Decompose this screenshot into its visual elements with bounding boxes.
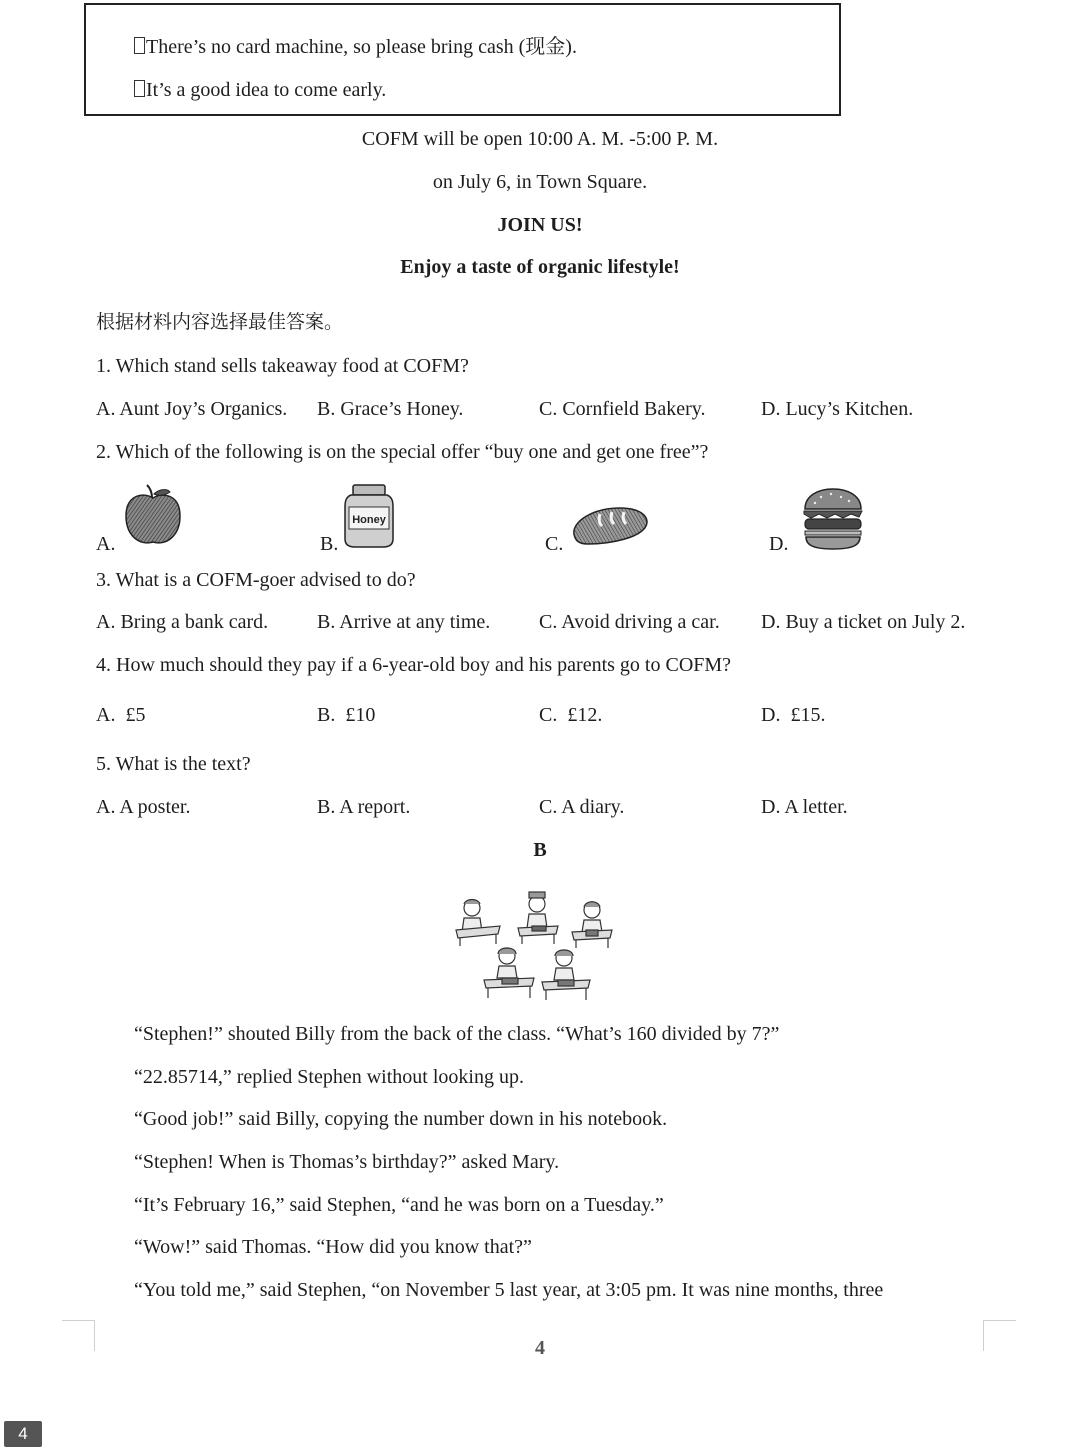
question-1-option-a[interactable]: A. Aunt Joy’s Organics. (96, 398, 288, 420)
question-5-option-a[interactable]: A. A poster. (96, 796, 191, 818)
question-4-stem: 4. How much should they pay if a 6-year-old boy and his parents go to COFM? (96, 654, 732, 676)
question-2-option-b[interactable]: B. (320, 533, 339, 555)
question-1-option-d[interactable]: D. Lucy’s Kitchen. (761, 398, 914, 420)
question-3-option-d[interactable]: D. Buy a ticket on July 2. (761, 611, 966, 633)
question-4-option-d[interactable]: D. £15. (761, 704, 826, 726)
question-2-stem: 2. Which of the following is on the special offer “buy one and get one free”? (96, 441, 709, 463)
passage-paragraph: “Stephen!” shouted Billy from the back of the class. “What’s 160 divided by 7?” (134, 1023, 780, 1045)
question-3-option-c[interactable]: C. Avoid driving a car. (539, 611, 720, 633)
section-b-heading: B (533, 839, 547, 861)
question-1-stem: 1. Which stand sells takeaway food at COFM? (96, 355, 469, 377)
notice-line-early: It’s a good idea to come early. (134, 79, 386, 102)
checkbox-icon (134, 80, 145, 97)
passage-paragraph: “It’s February 16,” said Stephen, “and he was born on a Tuesday.” (134, 1194, 664, 1216)
poster-slogan: Enjoy a taste of organic lifestyle! (400, 256, 680, 278)
notice-box (84, 3, 841, 116)
question-5-option-d[interactable]: D. A letter. (761, 796, 848, 818)
classroom-students-illustration (452, 888, 616, 1002)
passage-paragraph: “22.85714,” replied Stephen without looking up. (134, 1066, 524, 1088)
honey-label: Honey (352, 514, 386, 526)
question-4-option-b[interactable]: B. £10 (317, 704, 376, 726)
question-1-option-b[interactable]: B. Grace’s Honey. (317, 398, 464, 420)
passage-paragraph: “Good job!” said Billy, copying the number down in his notebook. (134, 1108, 668, 1130)
poster-date-place: on July 6, in Town Square. (432, 171, 648, 193)
question-2-option-d[interactable]: D. (769, 533, 789, 555)
question-2-option-a[interactable]: A. (96, 533, 116, 555)
apple-icon (122, 484, 184, 548)
viewer-page-badge[interactable]: 4 (4, 1421, 42, 1447)
poster-hours: COFM will be open 10:00 A. M. -5:00 P. M. (361, 128, 719, 150)
question-3-stem: 3. What is a COFM-goer advised to do? (96, 569, 416, 591)
honey-jar-icon (343, 483, 395, 549)
page-number: 4 (535, 1337, 545, 1359)
question-5-stem: 5. What is the text? (96, 753, 251, 775)
poster-join: JOIN US! (497, 214, 583, 236)
instruction-text: 根据材料内容选择最佳答案。 (96, 311, 344, 333)
bread-icon (570, 504, 650, 546)
question-3-option-b[interactable]: B. Arrive at any time. (317, 611, 491, 633)
question-1-option-c[interactable]: C. Cornfield Bakery. (539, 398, 706, 420)
passage-paragraph: “Stephen! When is Thomas’s birthday?” asked Mary. (134, 1151, 560, 1173)
question-5-option-c[interactable]: C. A diary. (539, 796, 625, 818)
passage-paragraph: “Wow!” said Thomas. “How did you know that?” (134, 1236, 532, 1258)
question-2-option-c[interactable]: C. (545, 533, 564, 555)
hamburger-icon (801, 487, 865, 551)
passage-paragraph: “You told me,” said Stephen, “on November 5 last year, at 3:05 pm. It was nine months, three (134, 1279, 884, 1301)
notice-line-cash: There’s no card machine, so please bring cash (现金). (134, 30, 577, 59)
question-3-option-a[interactable]: A. Bring a bank card. (96, 611, 269, 633)
question-5-option-b[interactable]: B. A report. (317, 796, 411, 818)
question-4-option-c[interactable]: C. £12. (539, 704, 603, 726)
question-4-option-a[interactable]: A. £5 (96, 704, 146, 726)
checkbox-icon (134, 37, 145, 54)
